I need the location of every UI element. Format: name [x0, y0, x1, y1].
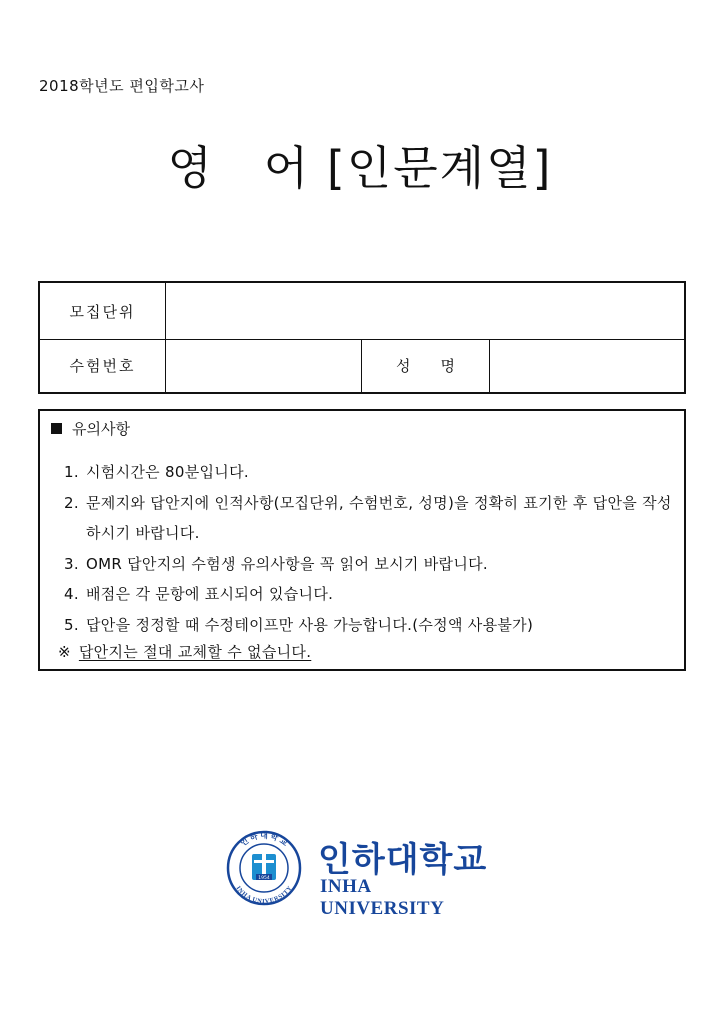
- seal-top-text: 인하대학교: [238, 831, 290, 848]
- recruit-unit-field[interactable]: [166, 283, 684, 339]
- notice-box: [38, 409, 686, 671]
- notice-item: [64, 549, 674, 580]
- notice-item-text: 배점은 각 문항에 표시되어 있습니다.: [86, 585, 334, 603]
- page-title: 영 어 [인문계열]: [167, 141, 553, 195]
- seal-bottom-text: INHA UNIVERSITY: [234, 884, 294, 906]
- examinee-info-table: [38, 281, 686, 394]
- notice-item-text: OMR 답안지의 수험생 유의사항을 꼭 읽어 보시기 바랍니다.: [86, 554, 488, 573]
- warning-line: [58, 641, 311, 662]
- seal-year: 1954: [258, 876, 270, 881]
- university-seal-icon: [226, 830, 302, 906]
- reference-mark-icon: ※: [58, 643, 71, 661]
- notice-item-text: 답안을 정정할 때 수정테이프만 사용 가능합니다.(수정액 사용불가): [86, 615, 534, 634]
- notice-item: [64, 579, 674, 610]
- notice-item: [64, 610, 674, 641]
- name-field[interactable]: [490, 339, 684, 392]
- notice-heading-text: 유의사항: [72, 420, 130, 438]
- notice-item-text: 문제지와 답안지에 인적사항(모집단위, 수험번호, 성명)을 정확히 표기한 후 답안을 작성하시기 바랍니다.: [86, 493, 672, 542]
- notice-item-number: 5.: [64, 615, 79, 634]
- recruit-unit-label: 모집단위: [40, 283, 166, 339]
- university-logo: [226, 830, 498, 919]
- name-label: 성명: [362, 339, 490, 392]
- exam-number-label: 수험번호: [40, 339, 166, 392]
- exam-number-row: [40, 339, 684, 392]
- exam-year-label: 2018학년도 편입학고사: [39, 77, 205, 95]
- notice-item-number: 2.: [64, 493, 79, 512]
- notice-item: [64, 457, 674, 488]
- university-name-english: INHA UNIVERSITY: [320, 876, 445, 919]
- university-name-korean: 인하대학교: [318, 840, 488, 880]
- notice-item-text: 시험시간은 80분입니다.: [86, 463, 249, 481]
- exam-number-field[interactable]: [166, 339, 362, 392]
- notice-item-number: 3.: [64, 554, 79, 573]
- notice-item-number: 1.: [64, 463, 79, 481]
- warning-text: 답안지는 절대 교체할 수 없습니다.: [78, 643, 312, 661]
- recruit-unit-row: [40, 283, 684, 340]
- black-square-icon: [51, 423, 62, 434]
- notice-item-number: 4.: [64, 585, 79, 603]
- notice-item: [64, 488, 674, 549]
- notice-list: [64, 457, 674, 640]
- notice-heading: [51, 418, 130, 439]
